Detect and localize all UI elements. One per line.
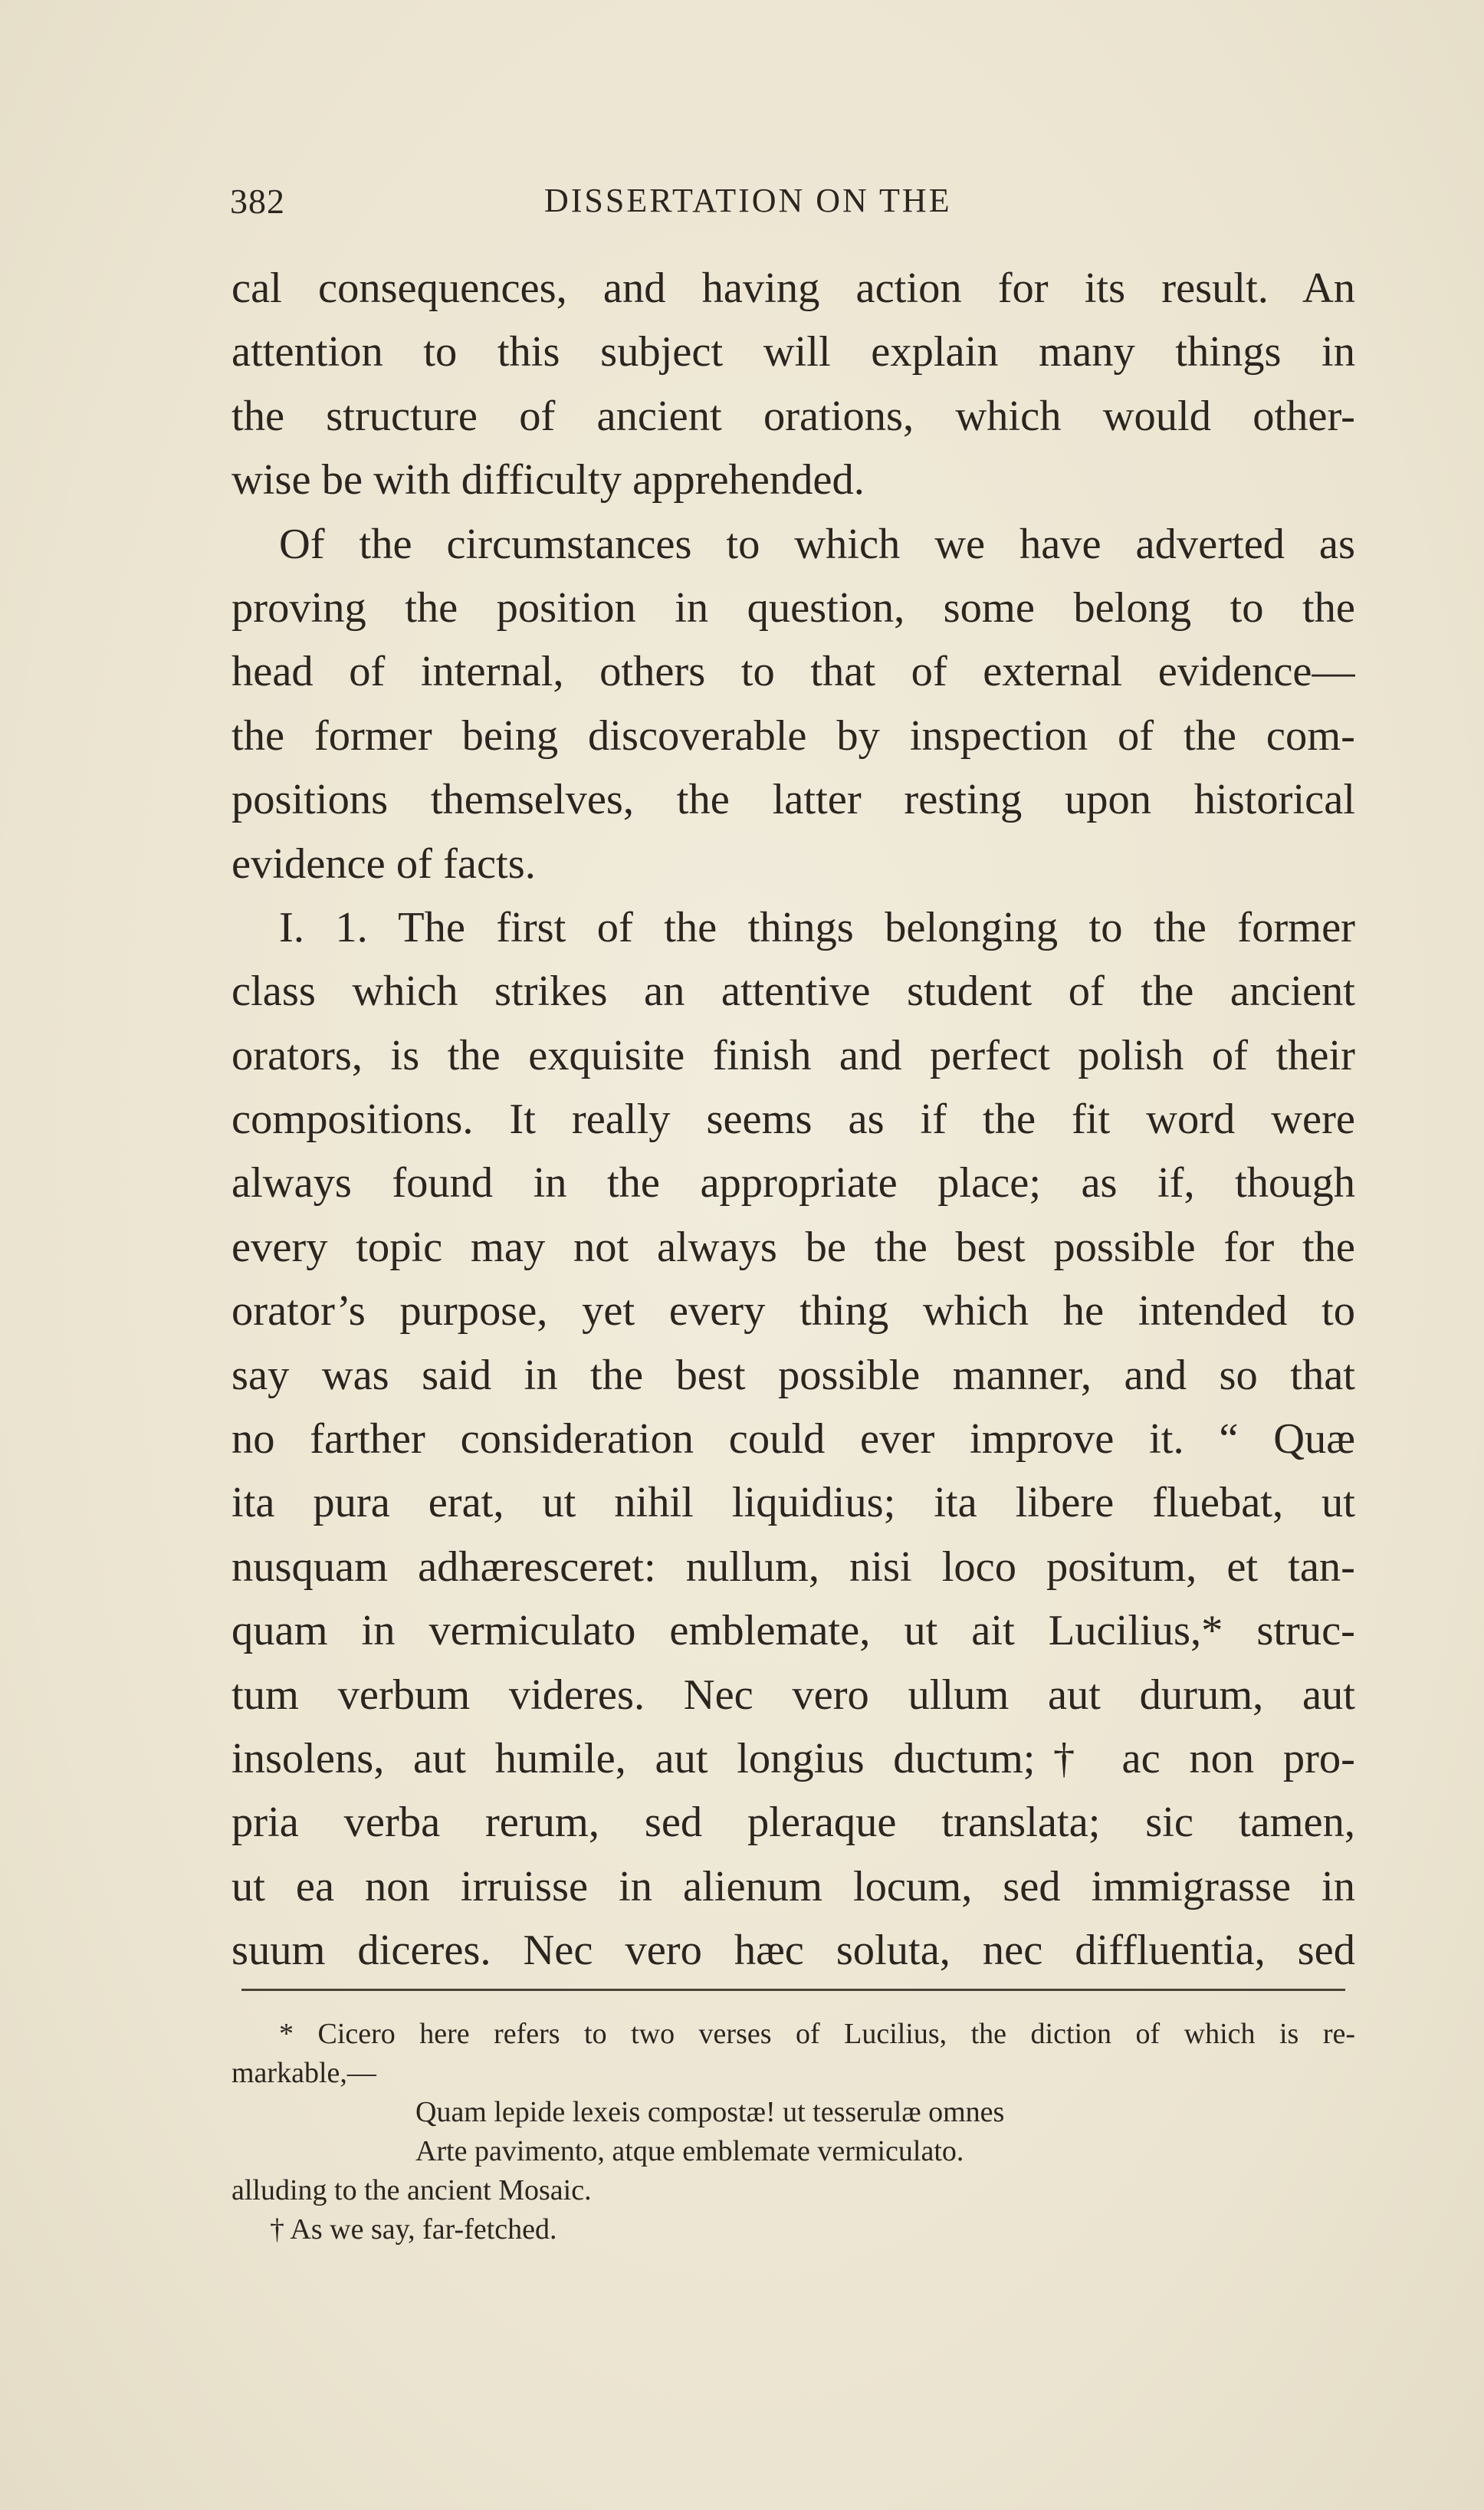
text-line: always found in the appropriate place; as if, though	[231, 1159, 1355, 1207]
text-line: attention to this subject will explain many things in	[231, 328, 1355, 376]
text-line: head of internal, others to that of external evidence—	[231, 648, 1355, 696]
footnotes	[231, 2015, 1355, 2249]
text-line: ita pura erat, ut nihil liquidius; ita libere fluebat, ut	[231, 1479, 1355, 1527]
text-line: every topic may not always be the best possible for the	[231, 1223, 1355, 1271]
text-line: insolens, aut humile, aut longius ductum;† ac non pro-	[231, 1734, 1355, 1782]
footnote-line: alluding to the ancient Mosaic.	[231, 2174, 592, 2206]
footnote-verse-line: Arte pavimento, atque emblemate vermiculato.	[415, 2135, 964, 2167]
text-line: cal consequences, and having action for its result. An	[231, 264, 1355, 312]
text-line: Of the circumstances to which we have adverted as	[279, 520, 1355, 568]
page-header	[230, 181, 1357, 227]
text-line: suum diceres. Nec vero hæc soluta, nec diffluentia, sed	[231, 1927, 1355, 1975]
text-line: orators, is the exquisite finish and perfect polish of their	[231, 1031, 1355, 1079]
text-line: class which strikes an attentive student of the ancient	[231, 968, 1355, 1016]
footnote-line: * Cicero here refers to two verses of Lucilius, the diction of which is re-	[279, 2018, 1355, 2050]
text-line: the structure of ancient orations, which would other-	[231, 392, 1355, 440]
text-line: the former being discoverable by inspection of the com-	[231, 711, 1355, 760]
text-line: compositions. It really seems as if the fit word were	[231, 1096, 1355, 1144]
footnote-divider	[241, 1989, 1345, 1991]
footnote-line: markable,—	[231, 2057, 376, 2089]
text-line: proving the position in question, some belong to the	[231, 583, 1355, 632]
footnote-line: † As we say, far-fetched.	[270, 2213, 557, 2246]
text-line: no farther consideration could ever improve it. “ Quæ	[231, 1415, 1355, 1464]
running-head: DISSERTATION ON THE	[544, 182, 952, 219]
text-line: quam in vermiculato emblemate, ut ait Lucilius,* struc-	[231, 1607, 1355, 1655]
text-line: say was said in the best possible manner, and so that	[231, 1351, 1355, 1399]
text-line: nusquam adhæresceret: nullum, nisi loco positum, et tan-	[231, 1542, 1355, 1591]
text-line: evidence of facts.	[231, 839, 536, 888]
page-number: 382	[230, 182, 285, 221]
footnote-verse-line: Quam lepide lexeis compostæ! ut tesserulæ omnes	[415, 2096, 1005, 2128]
text-line: orator’s purpose, yet every thing which he intended to	[231, 1287, 1355, 1335]
text-line: tum verbum videres. Nec vero ullum aut durum, aut	[231, 1671, 1355, 1719]
text-line: I. 1. The first of the things belonging to the former	[279, 903, 1355, 951]
text-line: wise be with difficulty apprehended.	[231, 456, 865, 504]
body-text	[231, 257, 1355, 1983]
text-line: pria verba rerum, sed pleraque translata; sic tamen,	[231, 1799, 1355, 1847]
text-line: ut ea non irruisse in alienum locum, sed immigrasse in	[231, 1862, 1355, 1910]
text-line: positions themselves, the latter resting upon historical	[231, 776, 1355, 824]
